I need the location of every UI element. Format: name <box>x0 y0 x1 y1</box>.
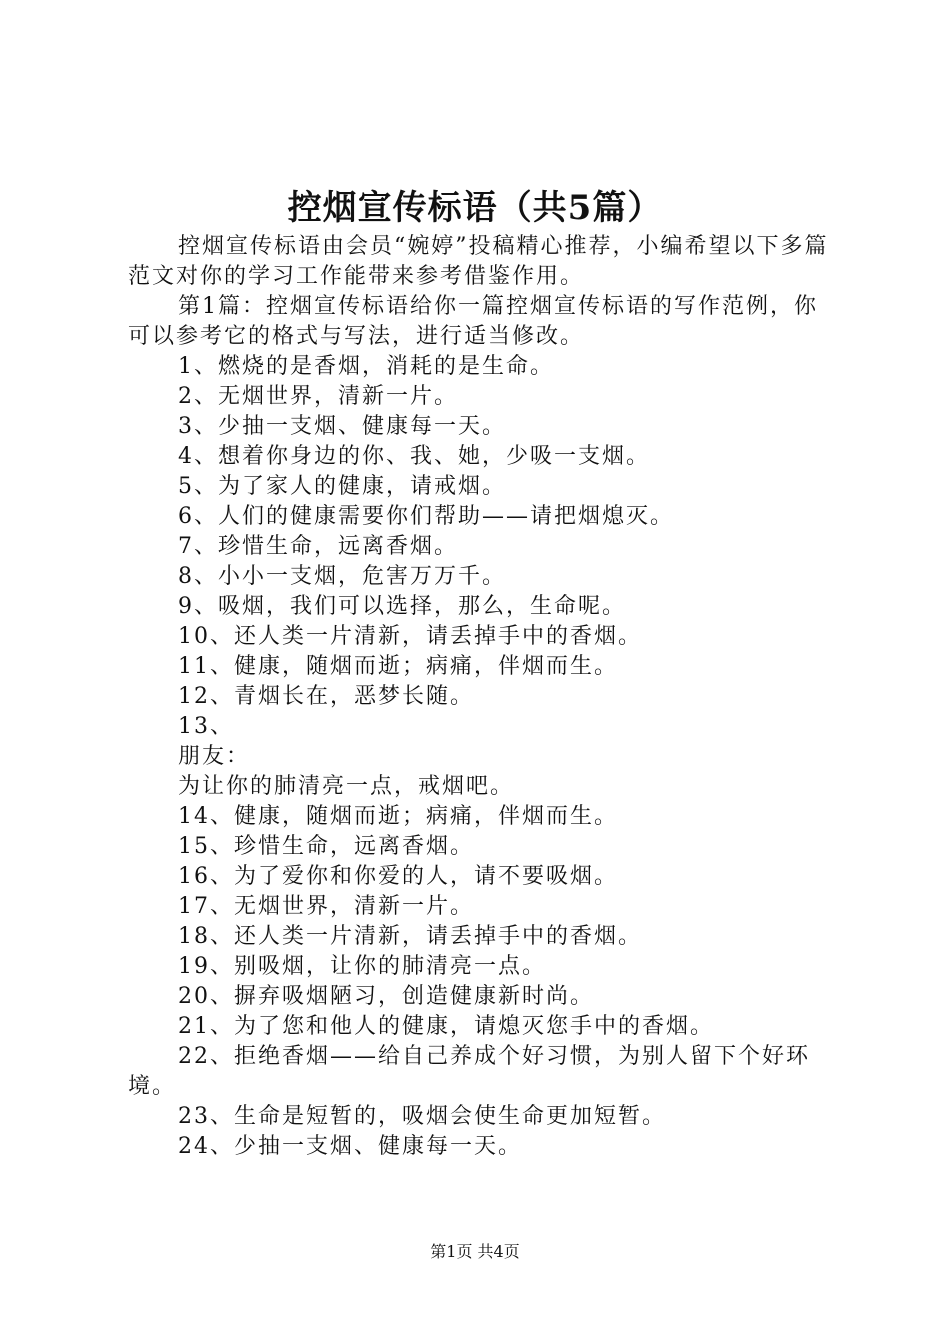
list-item: 11、健康，随烟而逝；病痛，伴烟而生。 <box>178 654 618 679</box>
list-item: 16、为了爱你和你爱的人，请不要吸烟。 <box>178 864 618 889</box>
list-item: 2、无烟世界，清新一片。 <box>178 384 458 409</box>
list-item: 20、摒弃吸烟陋习，创造健康新时尚。 <box>178 984 594 1009</box>
list-item-wrapped: 22、拒绝香烟——给自己养成个好习惯，为别人留下个好环境。 <box>128 1044 810 1099</box>
list-item: 为让你的肺清亮一点，戒烟吧。 <box>178 774 515 799</box>
page-footer: 第1页 共4页 <box>430 1242 520 1261</box>
section-intro-paragraph: 第1篇：控烟宣传标语给你一篇控烟宣传标语的写作范例，你可以参考它的格式与写法，进行适当修改。 <box>128 294 818 349</box>
list-item: 13、 <box>178 714 234 739</box>
list-item: 21、为了您和他人的健康，请熄灭您手中的香烟。 <box>178 1014 714 1039</box>
list-item: 15、珍惜生命，远离香烟。 <box>178 834 474 859</box>
list-item: 6、人们的健康需要你们帮助——请把烟熄灭。 <box>178 504 674 529</box>
list-item: 14、健康，随烟而逝；病痛，伴烟而生。 <box>178 804 618 829</box>
list-item: 23、生命是短暂的，吸烟会使生命更加短暂。 <box>178 1104 666 1129</box>
list-item: 12、青烟长在，恶梦长随。 <box>178 684 474 709</box>
list-item: 24、少抽一支烟、健康每一天。 <box>178 1134 522 1159</box>
list-item: 7、珍惜生命，远离香烟。 <box>178 534 458 559</box>
intro-paragraph: 控烟宣传标语由会员“婉婷”投稿精心推荐，小编希望以下多篇范文对你的学习工作能带来参考借鉴作用。 <box>128 234 829 289</box>
list-item: 5、为了家人的健康，请戒烟。 <box>178 474 506 499</box>
list-item: 3、少抽一支烟、健康每一天。 <box>178 414 506 439</box>
list-item: 8、小小一支烟，危害万万千。 <box>178 564 506 589</box>
list-item: 4、想着你身边的你、我、她，少吸一支烟。 <box>178 444 650 469</box>
list-item: 朋友： <box>178 744 251 769</box>
page-title: 控烟宣传标语（共5篇） <box>287 188 663 228</box>
list-item: 9、吸烟，我们可以选择，那么，生命呢。 <box>178 594 626 619</box>
list-item: 10、还人类一片清新，请丢掉手中的香烟。 <box>178 624 642 649</box>
list-item: 19、别吸烟，让你的肺清亮一点。 <box>178 954 546 979</box>
list-item: 1、燃烧的是香烟，消耗的是生命。 <box>178 354 554 379</box>
list-item: 17、无烟世界，清新一片。 <box>178 894 474 919</box>
document-body <box>128 232 838 1162</box>
list-item: 18、还人类一片清新，请丢掉手中的香烟。 <box>178 924 642 949</box>
